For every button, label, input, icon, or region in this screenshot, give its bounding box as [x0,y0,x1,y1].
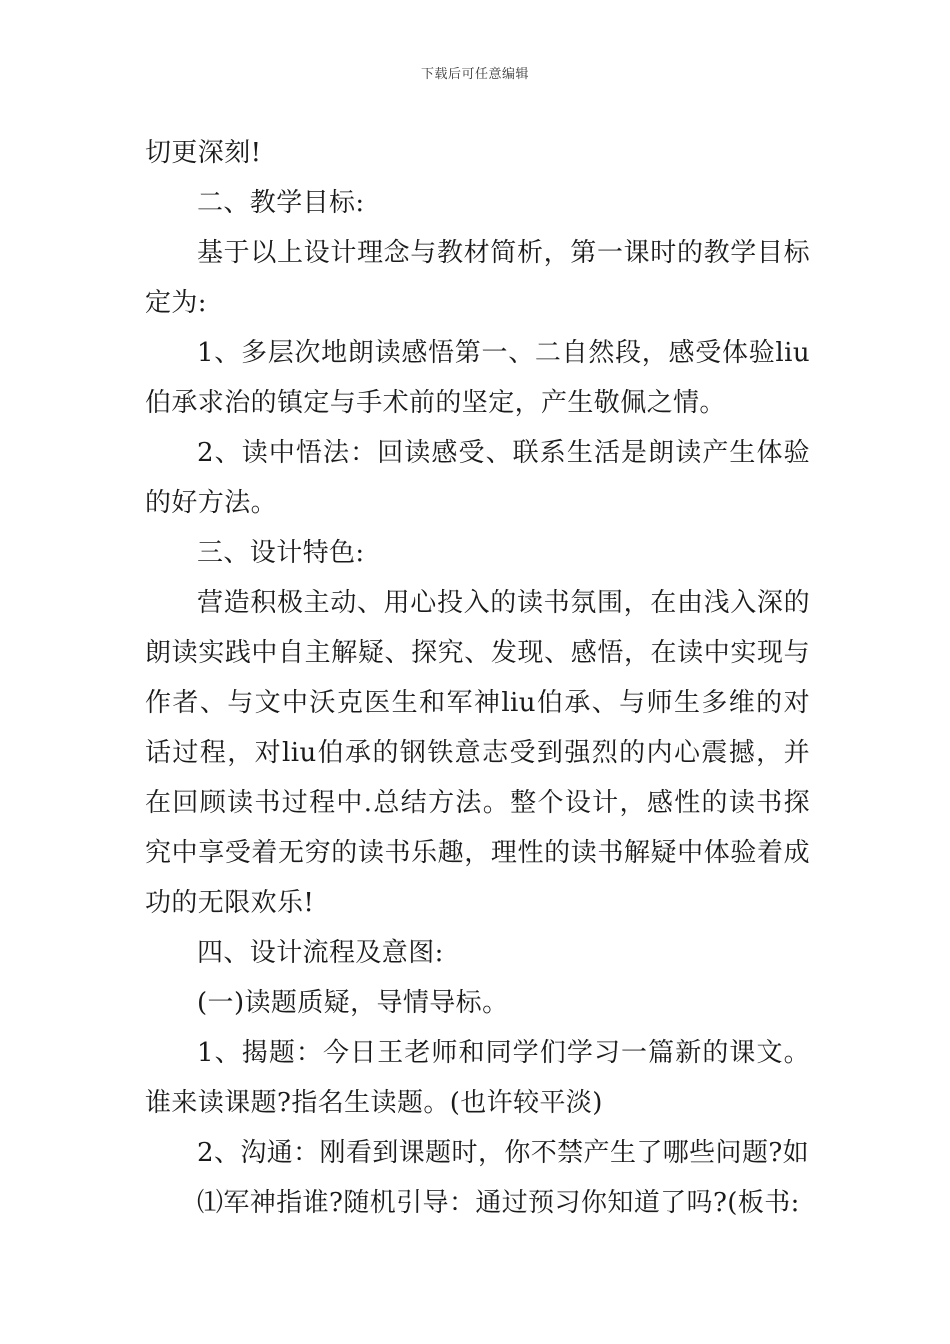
paragraph: 基于以上设计理念与教材简析，第一课时的教学目标定为: [145,238,810,318]
subsection-heading: (一)读题质疑，导情导标。 [197,988,509,1018]
list-item: 1、揭题：今日王老师和同学们学习一篇新的课文。谁来读课题?指名生读题。(也许较平淡) [145,1038,810,1118]
paragraph: 切更深刻! [145,138,262,168]
list-item: 2、沟通：刚看到课题时，你不禁产生了哪些问题?如 [197,1138,810,1168]
section-heading: 三、设计特色: [197,538,365,568]
paragraph: 营造积极主动、用心投入的读书氛围，在由浅入深的朗读实践中自主解疑、探究、发现、感悟，在读中实现与作者、与文中沃克医生和军神liu伯承、与师生多维的对话过程，对liu伯承的钢铁意志受到强烈的内心震撼，并在回顾读书过程中.总结方法。整个设计，感性的读书探究中享受着无穷的读书乐趣，理性的读书解疑中体验着成功的无限欢乐! [145,588,810,918]
section-heading: 二、教学目标: [197,188,365,218]
document-body [145,128,810,1228]
section-heading: 四、设计流程及意图: [197,938,444,968]
list-item: ⑴军神指谁?随机引导：通过预习你知道了吗?(板书: [197,1188,800,1218]
list-item: 1、多层次地朗读感悟第一、二自然段，感受体验liu伯承求治的镇定与手术前的坚定，产生敬佩之情。 [145,338,810,418]
list-item: 2、读中悟法：回读感受、联系生活是朗读产生体验的好方法。 [145,438,810,518]
page-header-note: 下载后可任意编辑 [420,67,529,82]
